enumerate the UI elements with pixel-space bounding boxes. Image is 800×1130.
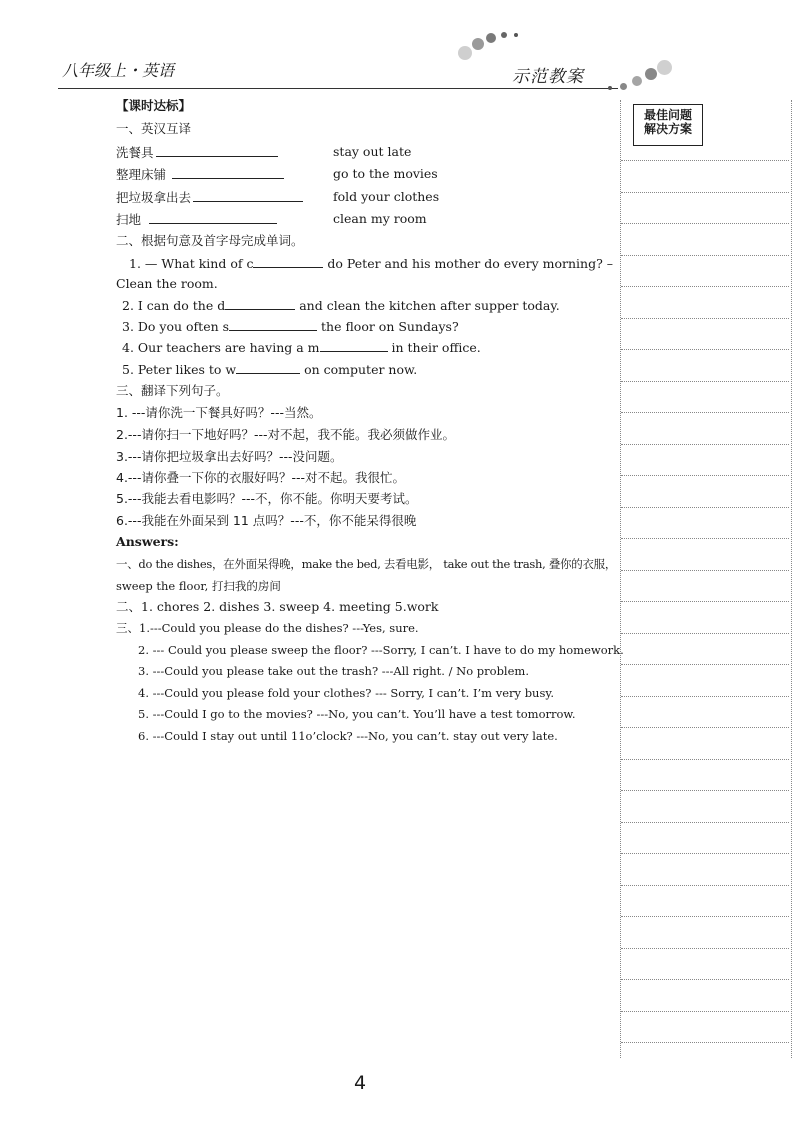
part2-heading: 二、根据句意及首字母完成单词。 <box>116 233 304 248</box>
part3-item: 4.---请你叠一下你的衣服好吗？---对不起。我很忙。 <box>116 470 405 485</box>
notes-ruled-line <box>621 696 789 697</box>
notes-ruled-line <box>621 160 789 161</box>
answers-part1-line1: 一、do the dishes，在外面呆得晚，make the bed, 去看电影， take out the trash, 叠你的衣服， <box>116 557 617 571</box>
notes-ruled-line <box>621 601 789 602</box>
answers-part3-item: 5. ---Could I go to the movies? ---No, you can’t. You’ll have a test tomorrow. <box>138 707 576 721</box>
part1-heading: 一、英汉互译 <box>116 121 192 136</box>
notes-ruled-line <box>621 822 789 823</box>
notes-ruled-line <box>621 790 789 791</box>
part1-item-cn: 扫地 <box>116 211 277 228</box>
part1-item-en: clean my room <box>333 211 427 226</box>
notes-ruled-line <box>621 853 789 854</box>
part1-item-en: fold your clothes <box>333 189 440 204</box>
part3-item: 2.---请你扫一下地好吗？---对不起，我不能。我必须做作业。 <box>116 427 455 442</box>
notes-ruled-line <box>621 916 789 917</box>
part2-item: 5. Peter likes to w on computer now. <box>122 362 418 377</box>
notes-ruled-line <box>621 475 789 476</box>
notes-ruled-line <box>621 664 789 665</box>
notes-ruled-line <box>621 948 789 949</box>
part1-item-cn: 整理床铺 <box>116 166 284 183</box>
notes-ruled-line <box>621 727 789 728</box>
notes-ruled-line <box>621 1042 789 1043</box>
notes-panel-title <box>633 104 703 146</box>
notes-ruled-line <box>621 538 789 539</box>
notes-ruled-line <box>621 255 789 256</box>
notes-ruled-line <box>621 192 789 193</box>
part3-item: 6.---我能在外面呆到 11 点吗？---不，你不能呆得很晚 <box>116 513 417 528</box>
answers-part3-item: 6. ---Could I stay out until 11o’clock? ---No, you can’t. stay out very late. <box>138 729 558 743</box>
notes-ruled-line <box>621 381 789 382</box>
part2-item: 1. — What kind of c do Peter and his mother do every morning? – <box>129 256 614 271</box>
notes-ruled-line <box>621 1011 789 1012</box>
answers-label: Answers: <box>116 534 179 549</box>
header-grade-subject: 八年级上・英语 <box>62 61 175 80</box>
notes-title-line2: 解决方案 <box>643 122 692 136</box>
notes-title-line1: 最佳问题 <box>643 108 692 122</box>
notes-ruled-line <box>621 412 789 413</box>
header-divider <box>58 88 618 89</box>
part1-item-cn: 把垃圾拿出去 <box>116 189 303 206</box>
notes-ruled-line <box>621 979 789 980</box>
notes-ruled-line <box>621 349 789 350</box>
part2-item: 2. I can do the d and clean the kitchen after supper today. <box>122 298 560 313</box>
notes-panel <box>620 100 792 1058</box>
notes-ruled-line <box>621 286 789 287</box>
part2-item-continued: Clean the room. <box>116 276 218 291</box>
page-number: 4 <box>354 1072 367 1094</box>
answers-part3-item: 三、1.---Could you please do the dishes? ---Yes, sure. <box>116 621 419 635</box>
part1-item-en: stay out late <box>333 144 412 159</box>
answers-part3-item: 3. ---Could you please take out the trash? ---All right. / No problem. <box>138 664 529 678</box>
notes-ruled-line <box>621 633 789 634</box>
answers-part2: 二、1. chores 2. dishes 3. sweep 4. meeting 5.work <box>116 599 439 614</box>
part3-item: 1. ---请你洗一下餐具好吗？---当然。 <box>116 405 322 420</box>
part2-item: 3. Do you often s the floor on Sundays? <box>122 319 459 334</box>
part1-item-en: go to the movies <box>333 166 438 181</box>
answers-part3-item: 4. ---Could you please fold your clothes? --- Sorry, I can’t. I’m very busy. <box>138 686 554 700</box>
part2-item: 4. Our teachers are having a m in their office. <box>122 340 481 355</box>
notes-ruled-line <box>621 318 789 319</box>
section-heading: 【课时达标】 <box>116 98 192 113</box>
notes-ruled-line <box>621 507 789 508</box>
notes-ruled-line <box>621 759 789 760</box>
notes-ruled-line <box>621 223 789 224</box>
notes-ruled-line <box>621 444 789 445</box>
answers-part3-item: 2. --- Could you please sweep the floor? ---Sorry, I can’t. I have to do my homework. <box>138 643 624 657</box>
header-model-lesson: 示范教案 <box>512 67 584 87</box>
answers-part1-line2: sweep the floor, 打扫我的房间 <box>116 579 281 593</box>
part3-item: 3.---请你把垃圾拿出去好吗？---没问题。 <box>116 449 343 464</box>
part1-item-cn: 洗餐具 <box>116 144 278 161</box>
notes-ruled-line <box>621 885 789 886</box>
notes-ruled-line <box>621 570 789 571</box>
part3-heading: 三、翻译下列句子。 <box>116 383 229 398</box>
part3-item: 5.---我能去看电影吗？---不，你不能。你明天要考试。 <box>116 491 418 506</box>
